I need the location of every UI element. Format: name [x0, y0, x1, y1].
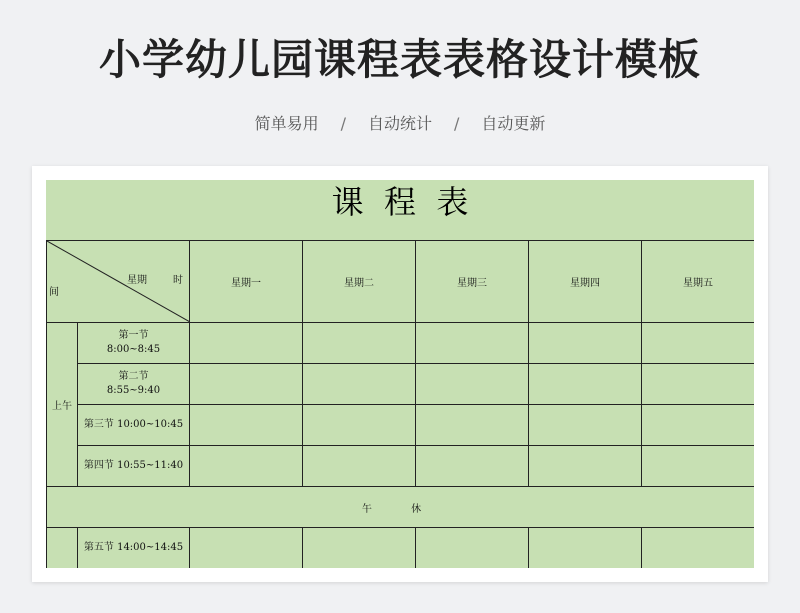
period-cell[interactable] [78, 528, 190, 569]
schedule-banner: 课 程 表 [331, 183, 469, 221]
corner-week-label: 星期 [127, 275, 147, 286]
schedule-cell[interactable] [303, 405, 416, 446]
table-row [47, 323, 755, 364]
schedule-cell[interactable] [529, 446, 642, 487]
page-title: 小学幼儿园课程表表格设计模板 [98, 35, 701, 84]
period-time: 8:00~8:45 [106, 344, 161, 355]
schedule-cell[interactable] [642, 446, 755, 487]
schedule-cell[interactable] [303, 323, 416, 364]
period-name: 第四节 [83, 460, 114, 471]
schedule-cell[interactable] [529, 405, 642, 446]
schedule-cell[interactable] [416, 405, 529, 446]
schedule-cell[interactable] [190, 323, 303, 364]
schedule-cell[interactable] [303, 528, 416, 569]
period-time: 10:55~11:40 [117, 460, 184, 471]
schedule-cell[interactable] [190, 446, 303, 487]
noon-break-label[interactable]: 午 休 [47, 487, 755, 528]
schedule-cell[interactable] [416, 446, 529, 487]
afternoon-label[interactable] [47, 528, 78, 569]
schedule-cell[interactable] [642, 323, 755, 364]
period-name: 第三节 [83, 419, 114, 430]
table-row [47, 446, 755, 487]
schedule-cell[interactable] [529, 528, 642, 569]
schedule-table [46, 240, 754, 568]
tag-auto-update: 自动更新 [481, 114, 546, 133]
period-name: 第二节 [118, 371, 149, 382]
schedule-cell[interactable] [529, 364, 642, 405]
schedule-cell[interactable] [642, 405, 755, 446]
table-row [47, 405, 755, 446]
diagonal-line [47, 241, 190, 322]
period-name: 第五节 [83, 542, 114, 553]
corner-jian-label: 间 [49, 287, 59, 298]
period-name: 第一节 [118, 330, 149, 341]
preview-card [32, 166, 768, 582]
period-cell[interactable] [78, 446, 190, 487]
noon-break-row [47, 487, 755, 528]
schedule-sheet [46, 180, 754, 568]
schedule-cell[interactable] [642, 528, 755, 569]
header-row [47, 241, 755, 323]
schedule-cell[interactable] [416, 528, 529, 569]
tag-separator: / [454, 114, 460, 133]
schedule-cell[interactable] [416, 323, 529, 364]
corner-time-label: 时 [173, 275, 183, 286]
day-header-mon[interactable]: 星期一 [190, 241, 303, 323]
schedule-cell[interactable] [303, 364, 416, 405]
period-cell[interactable] [78, 405, 190, 446]
day-header-tue[interactable]: 星期二 [303, 241, 416, 323]
period-time: 8:55~9:40 [106, 385, 161, 396]
period-time: 10:00~10:45 [117, 419, 184, 430]
tag-auto-stats: 自动统计 [367, 114, 432, 133]
period-cell[interactable] [78, 323, 190, 364]
schedule-cell[interactable] [190, 364, 303, 405]
period-cell[interactable] [78, 364, 190, 405]
schedule-cell[interactable] [529, 323, 642, 364]
schedule-cell[interactable] [190, 528, 303, 569]
day-header-thu[interactable]: 星期四 [529, 241, 642, 323]
table-row [47, 528, 755, 569]
schedule-cell[interactable] [642, 364, 755, 405]
morning-label[interactable]: 上午 [47, 323, 78, 487]
feature-tags [0, 112, 800, 136]
schedule-cell[interactable] [416, 364, 529, 405]
tag-easy: 简单易用 [254, 114, 319, 133]
schedule-cell[interactable] [303, 446, 416, 487]
tag-separator: / [340, 114, 346, 133]
corner-cell[interactable] [47, 241, 190, 323]
day-header-fri[interactable]: 星期五 [642, 241, 755, 323]
table-row [47, 364, 755, 405]
day-header-wed[interactable]: 星期三 [416, 241, 529, 323]
period-time: 14:00~14:45 [117, 542, 184, 553]
schedule-cell[interactable] [190, 405, 303, 446]
